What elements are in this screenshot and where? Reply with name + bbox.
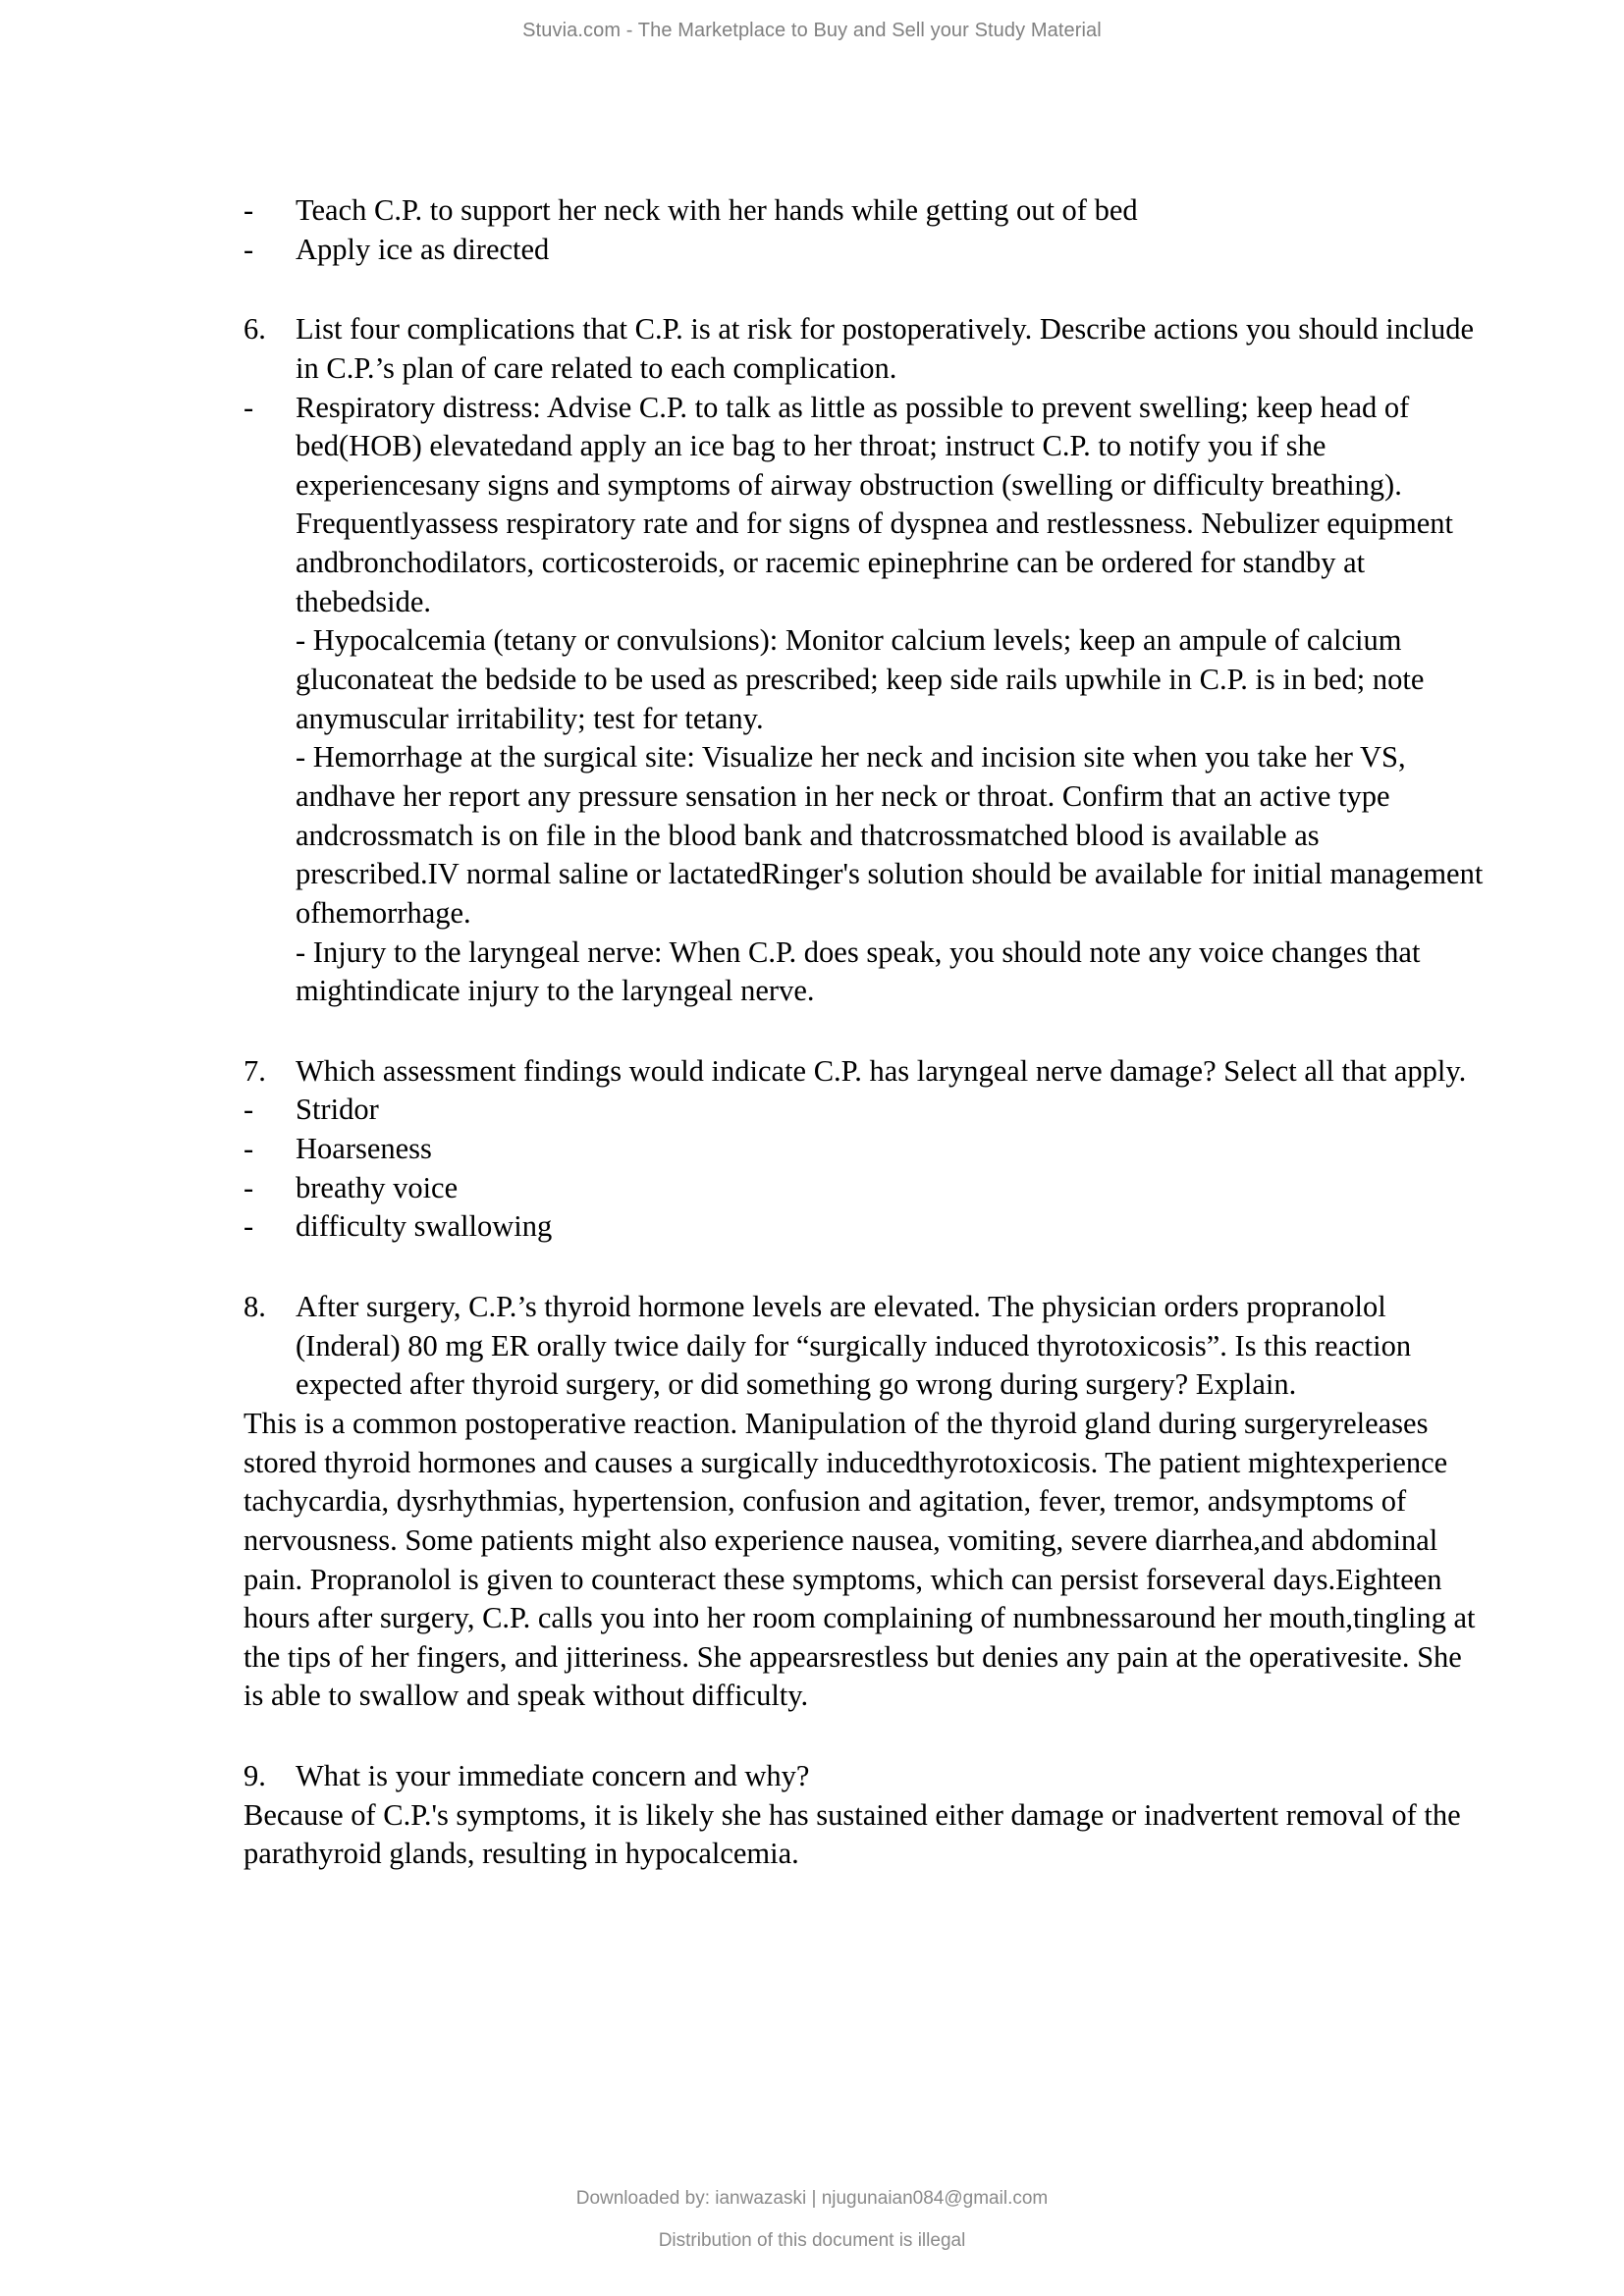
list-item [244,231,1486,270]
list-item-text: Apply ice as directed [296,232,550,266]
dash-bullet-marker: - [244,1170,254,1204]
dash-bullet-marker: - [244,1093,254,1127]
question-6-answer-hemorrhage [244,738,1486,933]
dash-bullet-marker: - [244,232,254,266]
question-6-answer-respiratory [244,389,1486,622]
question-6-answer-laryngeal [244,934,1486,1011]
question-9 [244,1757,1486,1796]
question-7-option-breathy-voice [244,1169,1486,1208]
question-7-option-text: difficulty swallowing [296,1209,553,1244]
spacer [244,1716,1486,1757]
question-6 [244,310,1486,388]
question-6-answer-hypocalcemia-text: - Hypocalcemia (tetany or convulsions): Monitor calcium levels; keep an ampule of calcium gluconateat the bedside to be used as prescribed; keep side rails upwhile in C.P. is in bed; note anymuscular irritability; test for tetany. [296,623,1425,735]
question-7-option-difficulty-swallowing [244,1207,1486,1247]
footer-distribution-notice: Distribution of this document is illegal [658,2230,966,2251]
question-6-answer-hemorrhage-text: - Hemorrhage at the surgical site: Visualize her neck and incision site when you take her VS, andhave her report any pressure sensation in her neck or throat. Confirm that an active type andcrossmatch is on file in the blood bank and thatcrossmatched blood is available as prescribed.IV normal saline or lactatedRinger's solution should be available for initial management ofhemorrhage. [296,740,1484,930]
dash-bullet-marker: - [244,1209,254,1244]
question-7-text: Which assessment findings would indicate C.P. has laryngeal nerve damage? Select all that apply. [296,1053,1467,1088]
question-7-number: 7. [244,1053,266,1088]
spacer [244,1011,1486,1052]
list-item-text: Teach C.P. to support her neck with her hands while getting out of bed [296,193,1138,227]
spacer [244,269,1486,310]
document-body [244,191,1486,1874]
dash-bullet-marker: - [244,193,254,227]
dash-bullet-marker: - [244,1132,254,1166]
question-9-text: What is your immediate concern and why? [296,1759,810,1793]
question-7-option-text: Hoarseness [296,1132,432,1166]
question-9-answer: Because of C.P.'s symptoms, it is likely she has sustained either damage or inadvertent removal of the parathyroid glands, resulting in hypocalcemia. [244,1797,1461,1871]
stuvia-watermark-header: Stuvia.com - The Marketplace to Buy and Sell your Study Material [522,20,1102,41]
question-7 [244,1052,1486,1092]
question-7-option-stridor [244,1091,1486,1130]
footer-downloaded-by: Downloaded by: ianwazaski | njugunaian084@gmail.com [575,2188,1049,2209]
question-8-text: After surgery, C.P.’s thyroid hormone levels are elevated. The physician orders propranolol (Inderal) 80 mg ER orally twice daily for “surgically induced thyrotoxicosis”. Is this reaction expected after thyroid surgery, or did something go wrong during surgery? Explain. [296,1290,1412,1402]
question-8 [244,1288,1486,1405]
question-9-number: 9. [244,1759,266,1793]
question-6-text: List four complications that C.P. is at risk for postoperatively. Describe actions you should include in C.P.’s plan of care related to each complication. [296,312,1475,385]
question-8-answer: This is a common postoperative reaction. Manipulation of the thyroid gland during surgeryreleases stored thyroid hormones and causes a surgically inducedthyrotoxicosis. The patient mightexperience tachycardia, dysrhythmias, hypertension, confusion and agitation, fever, tremor, andsymptoms of nervousness. Some patients might also experience nausea, vomiting, severe diarrhea,and abdominal pain. Propranolol is given to counteract these symptoms, which can persist forseveral days.Eighteen hours after surgery, C.P. calls you into her room complaining of numbnessaround her mouth,tingling at the tips of her fingers, and jitteriness. She appearsrestless but denies any pain at the operativesite. She is able to swallow and speak without difficulty. [244,1406,1476,1713]
question-6-answer-laryngeal-text: - Injury to the laryngeal nerve: When C.P. does speak, you should note any voice changes that mightindicate injury to the laryngeal nerve. [296,934,1421,1008]
question-8-number: 8. [244,1290,266,1324]
question-7-option-text: breathy voice [296,1170,459,1204]
question-7-option-text: Stridor [296,1093,379,1127]
question-6-number: 6. [244,312,266,347]
question-6-answer-respiratory-text: Respiratory distress: Advise C.P. to talk as little as possible to prevent swelling; keep head of bed(HOB) elevatedand apply an ice bag to her throat; instruct C.P. to notify you if she experiencesany signs and symptoms of airway obstruction (swelling or difficulty breathing). Frequentlyassess respiratory rate and for signs of dyspnea and restlessness. Nebulizer equipment andbronchodilators, corticosteroids, or racemic epinephrine can be ordered for standby at thebedside. [296,390,1454,618]
dash-bullet-marker: - [244,390,254,424]
spacer [244,1247,1486,1288]
question-7-option-hoarseness [244,1130,1486,1169]
question-6-answer-hypocalcemia [244,621,1486,738]
list-item [244,191,1486,231]
